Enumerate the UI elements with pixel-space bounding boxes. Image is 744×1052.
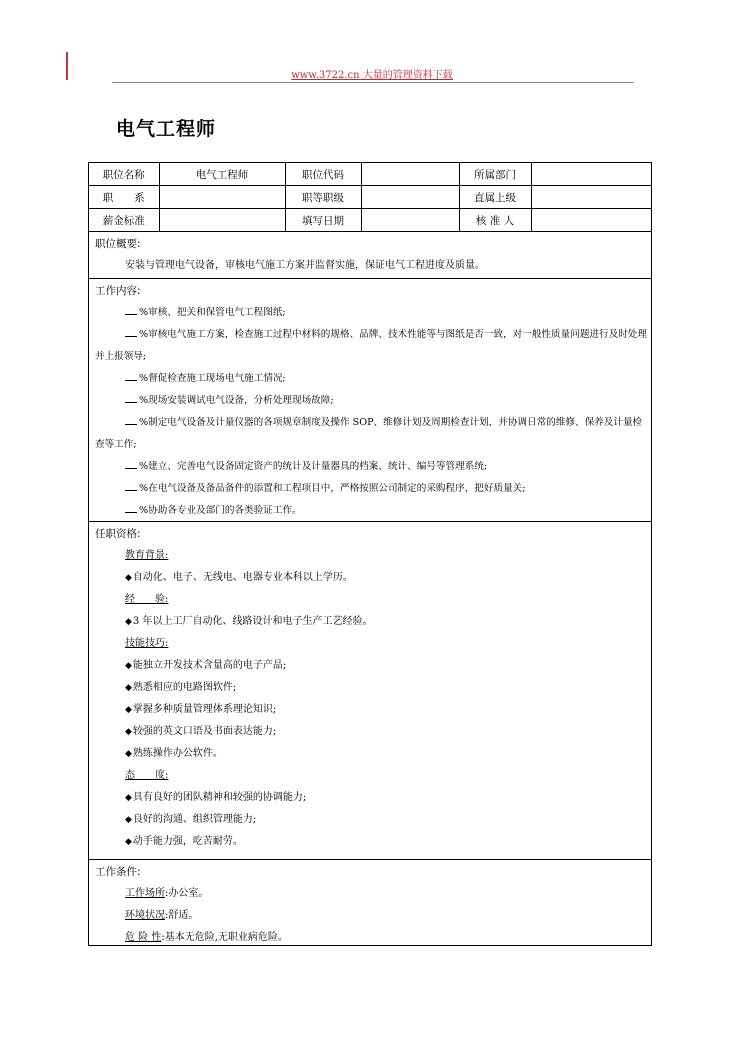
diamond-bullet-icon: ◆ — [125, 573, 132, 583]
qualification-item: ◆能独立开发技术含量高的电子产品; — [125, 660, 287, 671]
diamond-bullet-icon: ◆ — [125, 749, 132, 759]
section-title: 职位概要: — [95, 238, 141, 250]
duty-item: %审核电气施工方案，检查施工过程中材料的规格、品牌、技术性能等与图纸是否一致，对一般性质量问题进行及时处理并上报领导; — [95, 324, 647, 368]
qualifications-section — [89, 523, 651, 860]
qualification-item: ◆良好的沟通、组织管理能力; — [125, 814, 257, 825]
info-row — [89, 209, 651, 232]
qualification-item: ◆较强的英文口语及书面表达能力; — [125, 726, 277, 737]
value-salary — [159, 209, 285, 232]
condition-environment: 环境状况:舒适。 — [125, 910, 199, 921]
value-grade — [361, 186, 459, 209]
label-position-name: 职位名称 — [89, 163, 159, 186]
blank-line — [125, 456, 137, 469]
experience-label: 经 验: — [125, 594, 169, 605]
qualification-item: ◆掌握多种质量管理体系理论知识; — [125, 704, 277, 715]
value-position-name: 电气工程师 — [159, 163, 285, 186]
value-job-family — [159, 186, 285, 209]
info-row — [89, 186, 651, 209]
duty-item: %制定电气设备及计量仪器的各项规章制度及操作 SOP、维修计划及周期检查计划，并协调日常的维修、保养及计量检查等工作; — [95, 412, 647, 456]
label-salary: 薪金标准 — [89, 209, 159, 232]
qualification-item: ◆熟悉相应的电路图软件; — [125, 682, 237, 693]
diamond-bullet-icon: ◆ — [125, 727, 132, 737]
diamond-bullet-icon: ◆ — [125, 815, 132, 825]
duty-item: %协助各专业及部门的各类验证工作。 — [95, 500, 647, 522]
label-department: 所属部门 — [459, 163, 531, 186]
job-description-form — [88, 162, 652, 946]
value-department — [531, 163, 651, 186]
duties-section — [89, 280, 651, 522]
diamond-bullet-icon: ◆ — [125, 837, 132, 847]
qualification-item: ◆自动化、电子、无线电、电器专业本科以上学历。 — [125, 572, 353, 583]
diamond-bullet-icon: ◆ — [125, 617, 132, 627]
diamond-bullet-icon: ◆ — [125, 793, 132, 803]
blank-line — [125, 478, 137, 491]
condition-place: 工作场所:办公室。 — [125, 888, 209, 899]
value-supervisor — [531, 186, 651, 209]
label-grade: 职等职级 — [285, 186, 361, 209]
info-row — [89, 163, 651, 186]
duty-item: %在电气设备及备品备件的添置和工程项目中，严格按照公司制定的采购程序，把好质量关; — [95, 478, 647, 500]
attitude-label: 态 度: — [125, 770, 169, 781]
section-title: 任职资格: — [95, 528, 141, 540]
duty-item: %现场安装调试电气设备，分析处理现场故障; — [95, 390, 647, 412]
header-rule — [112, 82, 634, 83]
blank-line — [125, 368, 137, 381]
duty-item: %审核、把关和保管电气工程图纸; — [95, 302, 647, 324]
diamond-bullet-icon: ◆ — [125, 683, 132, 693]
conditions-section — [89, 861, 651, 953]
label-job-family: 职 系 — [89, 186, 159, 209]
label-position-code: 职位代码 — [285, 163, 361, 186]
duty-item: %督促检查施工现场电气施工情况; — [95, 368, 647, 390]
label-supervisor: 直属上级 — [459, 186, 531, 209]
duty-item: %建立、完善电气设备固定资产的统计及计量器具的档案、统计、编号等管理系统; — [95, 456, 647, 478]
education-label: 教育背景: — [125, 550, 169, 561]
info-table — [89, 163, 651, 232]
blank-line — [125, 324, 137, 337]
blank-line — [125, 500, 137, 513]
header-link[interactable]: www.3722.cn 大量的管理资料下载 — [291, 70, 453, 81]
summary-text: 安装与管理电气设备，审核电气施工方案并监督实施，保证电气工程进度及质量。 — [125, 260, 485, 271]
blank-line — [125, 390, 137, 403]
value-position-code — [361, 163, 459, 186]
qualification-item: ◆动手能力强，吃苦耐劳。 — [125, 836, 243, 847]
section-title: 工作内容: — [95, 285, 141, 297]
section-title: 工作条件: — [95, 866, 141, 878]
blank-line — [125, 412, 137, 425]
value-approver — [531, 209, 651, 232]
diamond-bullet-icon: ◆ — [125, 705, 132, 715]
skills-label: 技能技巧: — [125, 638, 169, 649]
qualification-item: ◆3 年以上工厂自动化、线路设计和电子生产工艺经验。 — [125, 616, 373, 627]
blank-line — [125, 302, 137, 315]
qualification-item: ◆具有良好的团队精神和较强的协调能力; — [125, 792, 307, 803]
value-fill-date — [361, 209, 459, 232]
diamond-bullet-icon: ◆ — [125, 661, 132, 671]
qualification-item: ◆熟练操作办公软件。 — [125, 748, 223, 759]
condition-risk: 危 险 性:基本无危险,无职业病危险。 — [125, 932, 288, 943]
label-fill-date: 填写日期 — [285, 209, 361, 232]
document-title: 电气工程师 — [116, 118, 217, 140]
label-approver: 核 准 人 — [459, 209, 531, 232]
summary-section — [89, 233, 651, 279]
